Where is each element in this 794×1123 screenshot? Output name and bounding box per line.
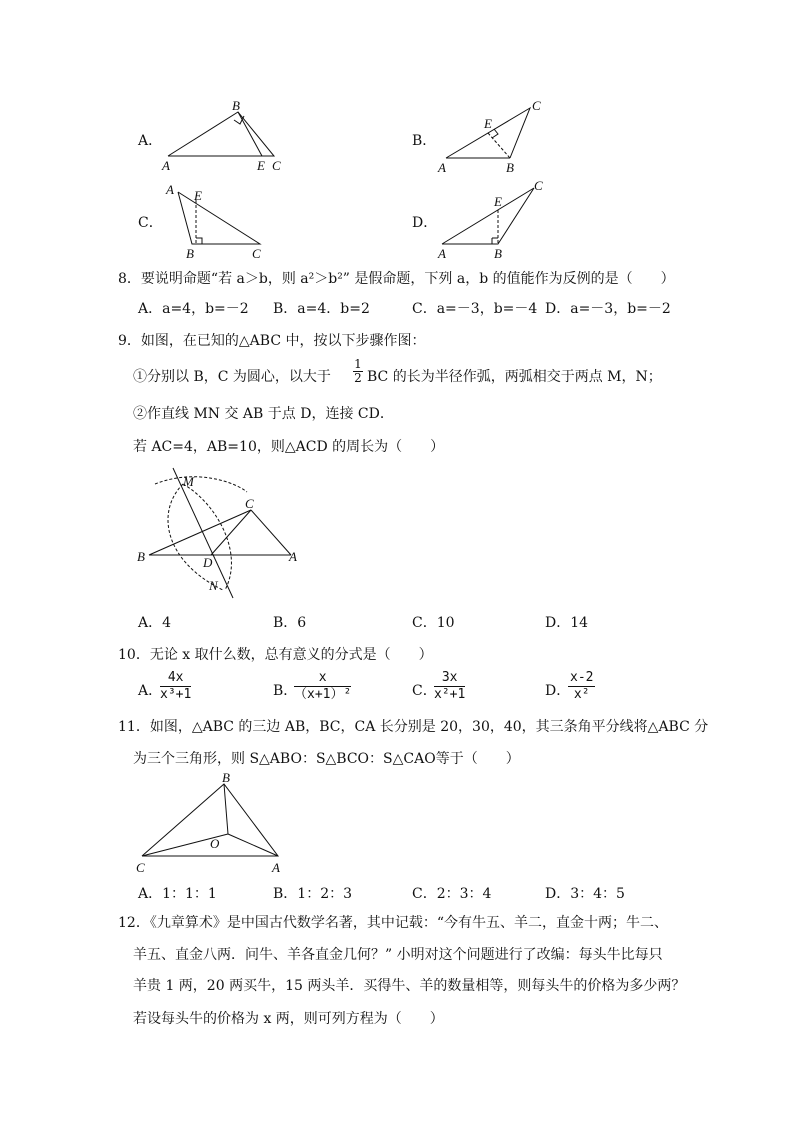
q7a-segment-be: [238, 112, 262, 156]
q11-label-a: A: [272, 860, 280, 875]
q9-label-c: C: [245, 496, 254, 511]
q9-label-a: A: [289, 549, 297, 564]
q10-option-a-label[interactable]: A．: [138, 683, 163, 699]
q9-figure: [135, 462, 315, 604]
q11-option-b[interactable]: B．1：2：3: [273, 886, 353, 902]
q7a-label-a: A: [162, 158, 170, 173]
q8-option-b[interactable]: B．a=4．b=2: [273, 301, 370, 317]
q10-option-c-label[interactable]: C．: [412, 683, 437, 699]
q7c-triangle: [178, 192, 260, 244]
q7-option-a-label[interactable]: A．: [138, 133, 163, 149]
q7d-label-c: C: [534, 178, 543, 193]
q11-option-c[interactable]: C．2：3：4: [412, 886, 492, 902]
q7a-label-e: E: [257, 158, 265, 173]
q7a-label-b: B: [232, 98, 240, 113]
q8-option-c[interactable]: C．a=－3，b=－4: [412, 301, 538, 317]
q9-step2: ②作直线 MN 交 AB 于点 D，连接 CD．: [133, 406, 394, 422]
q11-segment-bo: [224, 784, 228, 834]
q7c-label-c: C: [252, 246, 261, 261]
q12-line2: 羊五、直金八两．问牛、羊各直金几何？” 小明对这个问题进行了改编：每头牛比每只: [133, 947, 663, 963]
q7-figure-c: [160, 180, 280, 262]
q7b-label-b: B: [506, 160, 514, 175]
q9-condition: 若 AC=4，AB=10，则△ACD 的周长为（ ）: [133, 439, 445, 455]
q10-stem: 10．无论 x 取什么数，总有意义的分式是（ ）: [118, 647, 433, 663]
q10-option-b-fraction[interactable]: $\frac{x}{\text{（x+1）²}}$: [294, 670, 352, 702]
q7c-right-angle: [196, 238, 202, 244]
q10-option-d-label[interactable]: D．: [545, 683, 571, 699]
q9-step1-post: BC 的长为半径作弧，两弧相交于两点 M，N；: [367, 369, 662, 385]
q11-label-b: B: [222, 770, 230, 785]
q9-arc-left: [168, 484, 223, 590]
q7d-label-b: B: [494, 246, 502, 261]
q11-figure: [132, 768, 292, 880]
q9-arc-top: [155, 477, 247, 492]
q7c-label-b: B: [186, 246, 194, 261]
q9-option-d[interactable]: D．14: [545, 615, 589, 631]
q7a-label-c: C: [272, 158, 281, 173]
q9-half-fraction: [353, 358, 363, 385]
q7-figure-b: [434, 96, 554, 178]
q12-line4: 若设每头牛的价格为 x 两，则可列方程为（ ）: [133, 1011, 444, 1027]
q7c-label-a: A: [166, 182, 174, 197]
q11-option-a[interactable]: A．1：1：1: [138, 886, 217, 902]
q7d-triangle: [442, 188, 534, 244]
q10-option-d-fraction[interactable]: $\frac{x-2}{\text{x²}}$: [570, 670, 594, 702]
q9-segment-bc: [149, 510, 251, 555]
q9-segment-ca: [251, 510, 291, 555]
q9-step1-pre: ①分别以 B，C 为圆心，以大于: [133, 369, 331, 385]
q7-option-d-label[interactable]: D．: [412, 215, 438, 231]
q9-option-b[interactable]: B．6: [273, 615, 307, 631]
q11-stem-line1: 11．如图，△ABC 的三边 AB，BC，CA 长分别是 20，30，40，其三条角平分线将△ABC 分: [118, 719, 709, 735]
q7-option-c-label[interactable]: C．: [138, 215, 163, 231]
q7d-label-e: E: [494, 194, 502, 209]
q10-option-a-fraction[interactable]: $\frac{4x}{\text{x³+1}}$: [160, 670, 192, 702]
q7-figure-a: [160, 98, 300, 178]
q9-option-c[interactable]: C．10: [412, 615, 455, 631]
q11-label-o: O: [210, 836, 220, 851]
q11-stem-line2: 为三个三角形，则 S△ABO：S△BCO：S△CAO等于（ ）: [133, 751, 520, 767]
q12-line1: 12．《九章算术》是中国古代数学名著，其中记载：“今有牛五、羊二，直金十两；牛二、: [118, 915, 668, 931]
q9-label-d: D: [203, 555, 213, 570]
q7b-label-c: C: [532, 98, 541, 113]
q7-figure-d: [434, 176, 564, 266]
q9-label-n: N: [209, 578, 218, 593]
q7d-label-a: A: [438, 246, 446, 261]
q10-option-b-label[interactable]: B．: [273, 683, 298, 699]
q10-option-c-fraction[interactable]: $\frac{3x}{\text{x²+1}}$: [434, 670, 466, 702]
q9-half-den: 2: [354, 371, 362, 385]
q9-option-a[interactable]: A．4: [138, 615, 172, 631]
q7b-label-e: E: [484, 116, 492, 131]
q8-option-d[interactable]: D．a=－3，b=－2: [545, 301, 671, 317]
q9-stem: 9．如图，在已知的△ABC 中，按以下步骤作图：: [118, 333, 426, 349]
q9-label-m: M: [183, 474, 194, 489]
q8-stem: 8．要说明命题“若 a＞b，则 a²＞b²” 是假命题，下列 a，b 的值能作为反例的是（ ）: [118, 271, 675, 287]
q11-segment-ao: [228, 834, 278, 856]
q7b-segment-be: [488, 133, 510, 158]
q7-option-b-label[interactable]: B．: [412, 133, 437, 149]
q9-label-b: B: [137, 549, 145, 564]
q12-line3: 羊贵 1 两，20 两买牛，15 两头羊．买得牛、羊的数量相等，则每头牛的价格为多少两？: [133, 978, 686, 994]
q11-label-c: C: [136, 860, 145, 875]
q11-option-d[interactable]: D．3：4：5: [545, 886, 625, 902]
q7c-label-e: E: [194, 188, 202, 203]
q7b-label-a: A: [438, 160, 446, 175]
q8-option-a[interactable]: A．a=4，b=－2: [138, 301, 249, 317]
q9-half-num: 1: [354, 357, 362, 371]
